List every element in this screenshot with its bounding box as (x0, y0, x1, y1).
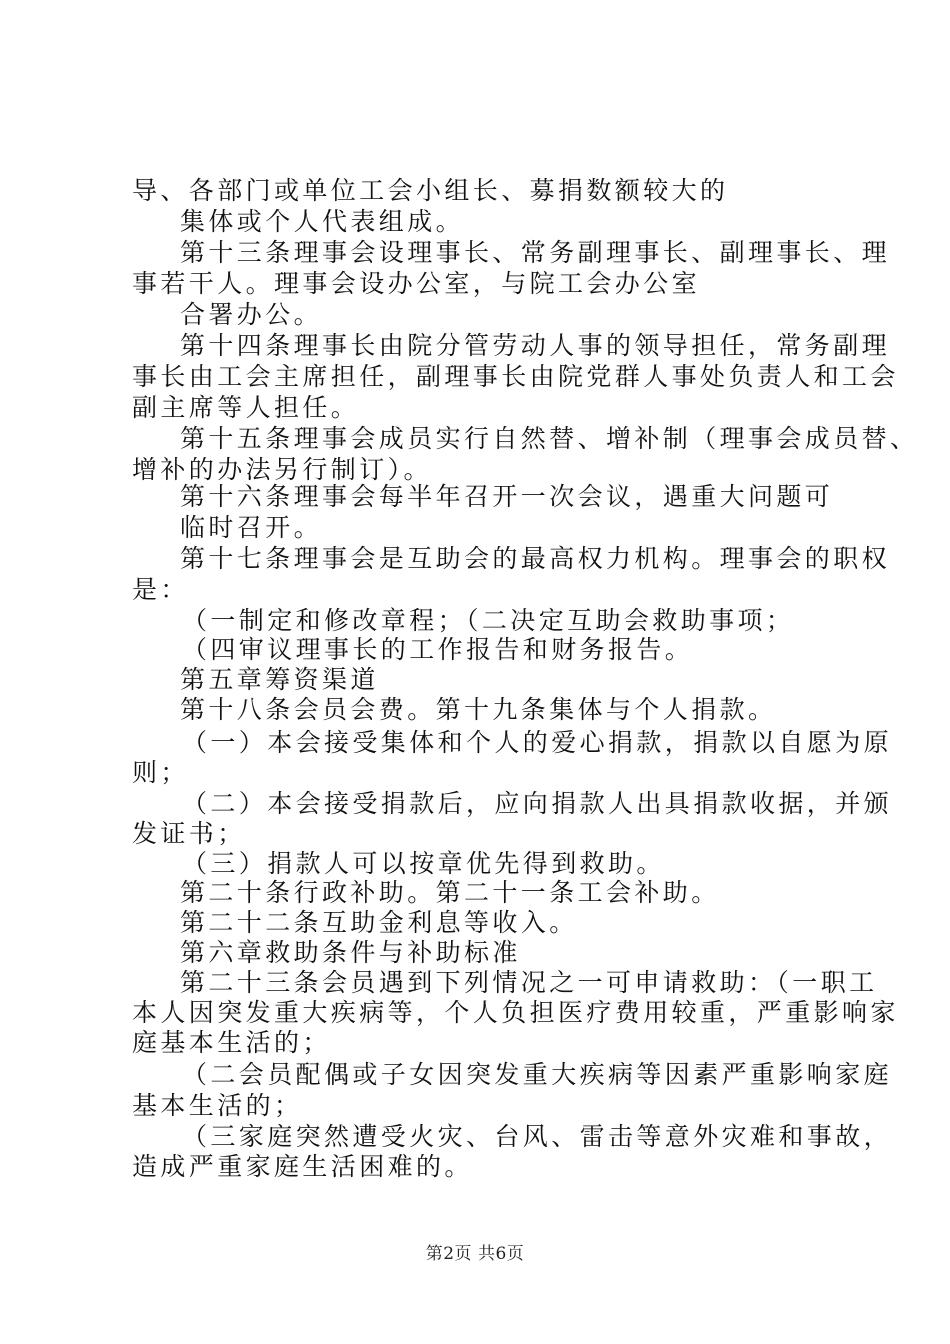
text-line: （二会员配偶或子女因突发重大疾病等因素严重影响家庭 (182, 1060, 893, 1089)
text-line: （一）本会接受集体和个人的爱心捐款，捐款以自愿为原 (182, 728, 893, 757)
text-line: 第二十二条互助金利息等收入。 (180, 908, 578, 937)
text-line: 第十七条理事会是互助会的最高权力机构。理事会的职权 (180, 544, 891, 573)
text-line: 发证书； (132, 819, 246, 848)
text-line: （三家庭突然遭受火灾、台风、雷击等意外灾难和事故， (182, 1122, 893, 1151)
text-line: 副主席等人担任。 (132, 393, 360, 422)
text-line: 临时召开。 (180, 513, 323, 542)
text-line: 造成严重家庭生活困难的。 (132, 1152, 473, 1181)
chapter-heading: 第六章救助条件与补助标准 (180, 938, 521, 967)
text-line: （三）捐款人可以按章优先得到救助。 (182, 849, 665, 878)
text-line: 第十六条理事会每半年召开一次会议，遇重大问题可 (180, 482, 834, 511)
text-line: 集体或个人代表组成。 (180, 207, 465, 236)
text-line: 增补的办法另行制订）。 (132, 455, 432, 484)
text-line: 第十四条理事长由院分管劳动人事的领导担任，常务副理 (180, 331, 891, 360)
text-line: 事若干人。理事会设办公室，与院工会办公室 (132, 269, 701, 298)
text-line: 则； (132, 758, 189, 787)
text-line: 第十三条理事会设理事长、常务副理事长、副理事长、理 (180, 238, 891, 267)
chapter-heading: 第五章筹资渠道 (180, 665, 379, 694)
text-line: （二）本会接受捐款后，应向捐款人出具捐款收据，并颁 (182, 789, 893, 818)
text-line: 第十五条理事会成员实行自然替、增补制（理事会成员替、 (180, 424, 919, 453)
text-line: 第二十三条会员遇到下列情况之一可申请救助：（一职工 (180, 968, 878, 997)
text-line: （四审议理事长的工作报告和财务报告。 (182, 635, 694, 664)
text-line: 基本生活的； (132, 1091, 303, 1120)
text-line: 庭基本生活的； (132, 1028, 331, 1057)
text-line: 本人因突发重大疾病等，个人负担医疗费用较重，严重影响家 (132, 998, 899, 1027)
text-line: 第十八条会员会费。第十九条集体与个人捐款。 (180, 695, 777, 724)
page-footer: 第2页 共6页 (425, 1244, 525, 1264)
text-line: 是： (132, 575, 189, 604)
text-line: 第二十条行政补助。第二十一条工会补助。 (180, 878, 720, 907)
text-line: 事长由工会主席担任，副理事长由院党群人事处负责人和工会 (132, 362, 899, 391)
text-line: 导、各部门或单位工会小组长、募捐数额较大的 (132, 176, 729, 205)
text-line: （一制定和修改章程；（二决定互助会救助事项； (182, 606, 795, 635)
text-line: 合署办公。 (180, 300, 323, 329)
